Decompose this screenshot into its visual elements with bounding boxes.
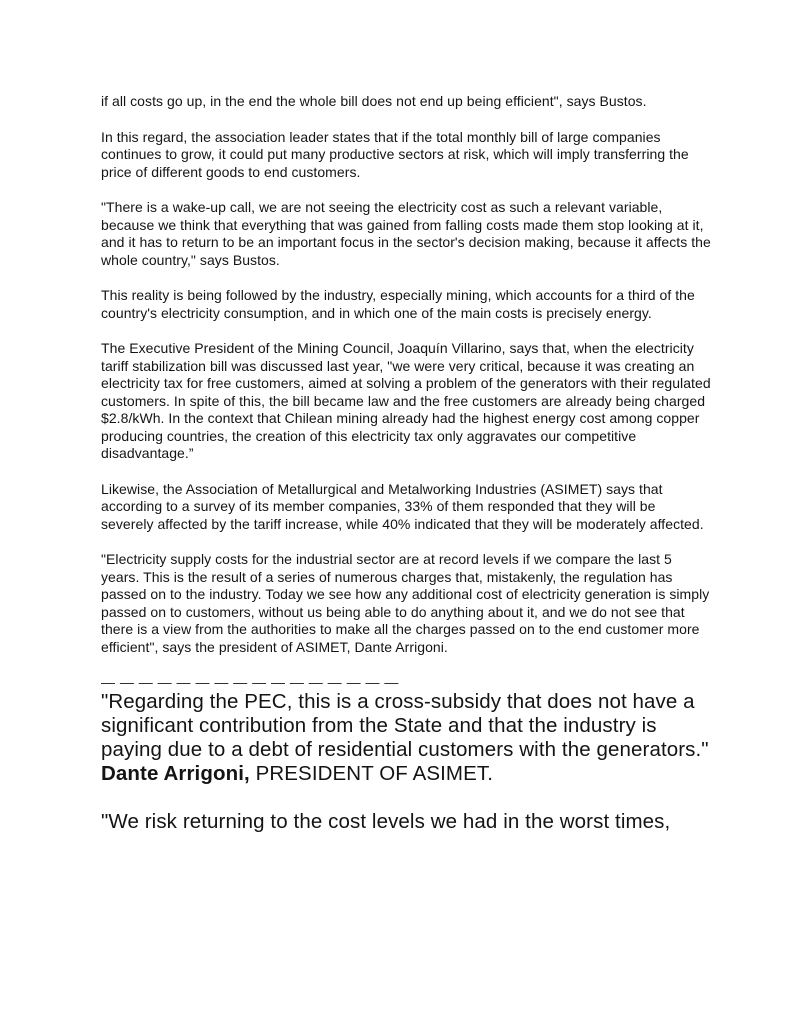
paragraph-wake-up-call: "There is a wake-up call, we are not seeing the electricity cost as such a relevant variable, because we think that everything that was gained from falling costs made them stop looking at it, and it has to return to be an important focus in the sector's decision making, because it affects the whole country," says Bustos.: [101, 199, 711, 268]
pull-quote-cost-levels: "We risk returning to the cost levels we had in the worst times,: [101, 810, 671, 833]
paragraph-mining-council: The Executive President of the Mining Council, Joaquín Villarino, says that, when the electricity tariff stabilization bill was discussed last year, "we were very critical, because it was creating an electricity tax for free customers, aimed at solving a problem of the generators with their regulated customers. In spite of this, the bill became law and the free customers are already being charged $2.8/kWh. In the context that Chilean mining already had the highest energy cost among copper producing countries, the creation of this electricity tax only aggravates our competitive disadvantage.”: [101, 340, 711, 461]
paragraph-mining-industry: This reality is being followed by the industry, especially mining, which accounts for a third of the country's electricity consumption, and in which one of the main costs is precisely energy.: [101, 287, 695, 321]
pull-quote-pec: "Regarding the PEC, this is a cross-subsidy that does not have a significant contribution from the State and that the industry is paying due to a debt of residential customers with the generators.": [101, 690, 709, 761]
paragraph-asimet-president: "Electricity supply costs for the industrial sector are at record levels if we compare the last 5 years. This is the result of a series of numerous charges that, mistakenly, the regulation has passed on to the industry. Today we see how any additional cost of electricity generation is simply passed on to customers, without us being able to do anything about it, and we do not see that there is a view from the authorities to make all the charges passed on to the end customer more efficient", says the president of ASIMET, Dante Arrigoni.: [101, 551, 710, 655]
document-body: [101, 93, 711, 834]
attribution-title: PRESIDENT OF ASIMET.: [249, 762, 494, 785]
quote-attribution: [101, 762, 711, 786]
section-divider: — — — — — — — — — — — — — — — —: [101, 674, 399, 690]
paragraph-asimet-survey: Likewise, the Association of Metallurgical and Metalworking Industries (ASIMET) says that according to a survey of its member companies, 33% of them responded that they will be severely affected by the tariff increase, while 40% indicated that they will be moderately affected.: [101, 480, 704, 532]
paragraph-productive-sectors: In this regard, the association leader states that if the total monthly bill of large companies continues to grow, it could put many productive sectors at risk, which will imply transferring the price of different goods to end customers.: [101, 128, 689, 180]
attribution-name: Dante Arrigoni,: [101, 762, 250, 785]
paragraph-bustos-efficiency: if all costs go up, in the end the whole bill does not end up being efficient", says Bustos.: [101, 93, 647, 109]
